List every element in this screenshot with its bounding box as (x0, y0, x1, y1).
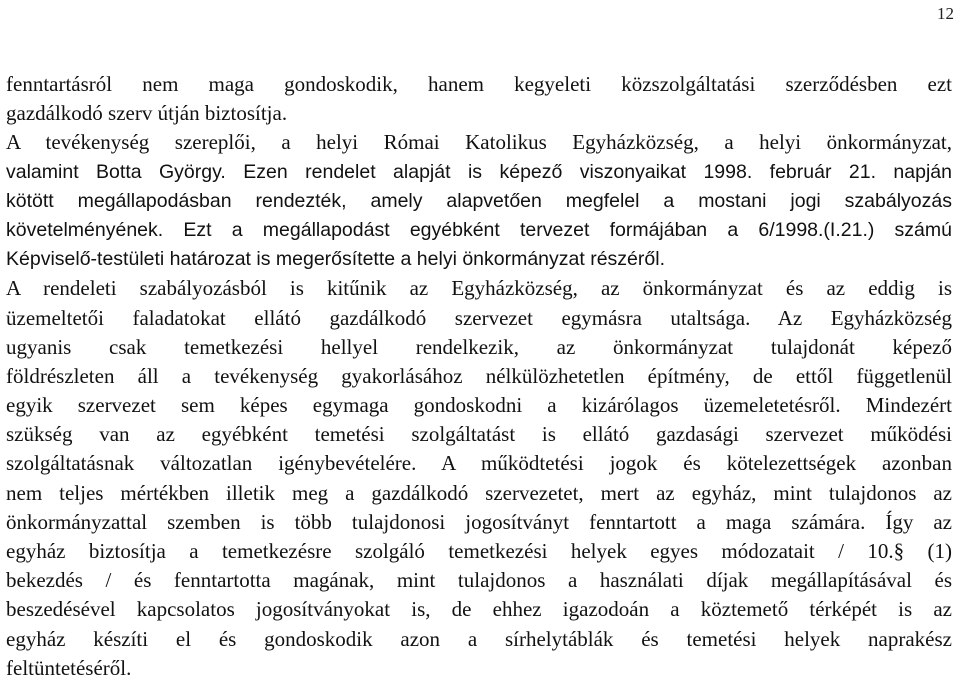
text-line: feltüntetéséről. (6, 655, 132, 680)
text-line: szolgáltatásnak változatlan igénybevételére. A működtetési jogok és kötelezettségek azonban (6, 451, 952, 476)
text-line: egyik szervezet sem képes egymaga gondoskodni a kizárólagos üzemeletetésről. Mindezért (6, 393, 952, 418)
text-line: üzemeltetői faladatokat ellátó gazdálkodó szervezet egymásra utaltsága. Az Egyházközség (6, 305, 952, 330)
text-line: A tevékenység szereplői, a helyi Római Katolikus Egyházközség, a helyi önkormányzat, (6, 130, 952, 155)
text-line: A rendeleti szabályozásból is kitűnik az Egyházközség, az önkormányzat és az eddig is (6, 276, 952, 301)
text-line: valamint Botta György. Ezen rendelet alapját is képező viszonyaikat 1998. február 21. napján (6, 160, 952, 183)
text-line: bekezdés / és fenntartotta magának, mint tulajdonos a használati díjak megállapításával és (6, 568, 952, 593)
text-line: egyház biztosítja a temetkezésre szolgáló temetkezési helyek egyes módozatait / 10.§ (1) (6, 539, 952, 563)
text-line: nem teljes mértékben illetik meg a gazdálkodó szervezetet, mert az egyház, mint tulajdonos az (6, 480, 952, 505)
page-number: 12 (937, 4, 954, 23)
text-line: földrészleten áll a tevékenység gyakorlásához nélkülözhetetlen építmény, de ettől függetlenül (6, 363, 952, 388)
text-line: egyház készíti el és gondoskodik azon a sírhelytáblák és temetési helyek naprakész (6, 626, 952, 651)
text-line: szükség van az egyébként temetési szolgáltatást is ellátó gazdasági szervezet működési (6, 422, 952, 447)
text-line: ugyanis csak temetkezési hellyel rendelkezik, az önkormányzat tulajdonát képező (6, 334, 952, 359)
text-line: fenntartásról nem maga gondoskodik, hanem kegyeleti közszolgáltatási szerződésben ezt (6, 72, 952, 96)
document-body (6, 70, 952, 683)
text-line: követelményének. Ezt a megállapodást egyébként tervezet formájában a 6/1998.(I.21.) számú (6, 218, 952, 241)
text-line: Képviselő-testületi határozat is megerősítette a helyi önkormányzat részéről. (6, 248, 665, 271)
text-line: beszedésével kapcsolatos jogosítványokat is, de ehhez igazodoán a köztemető térképét is az (6, 597, 952, 622)
text-line: gazdálkodó szerv útján biztosítja. (6, 101, 288, 126)
text-line: önkormányzattal szemben is több tulajdonosi jogosítványt fenntartott a maga számára. Így az (6, 509, 952, 534)
text-line: kötött megállapodásban rendezték, amely alapvetően megfelel a mostani jogi szabályozás (6, 189, 952, 212)
